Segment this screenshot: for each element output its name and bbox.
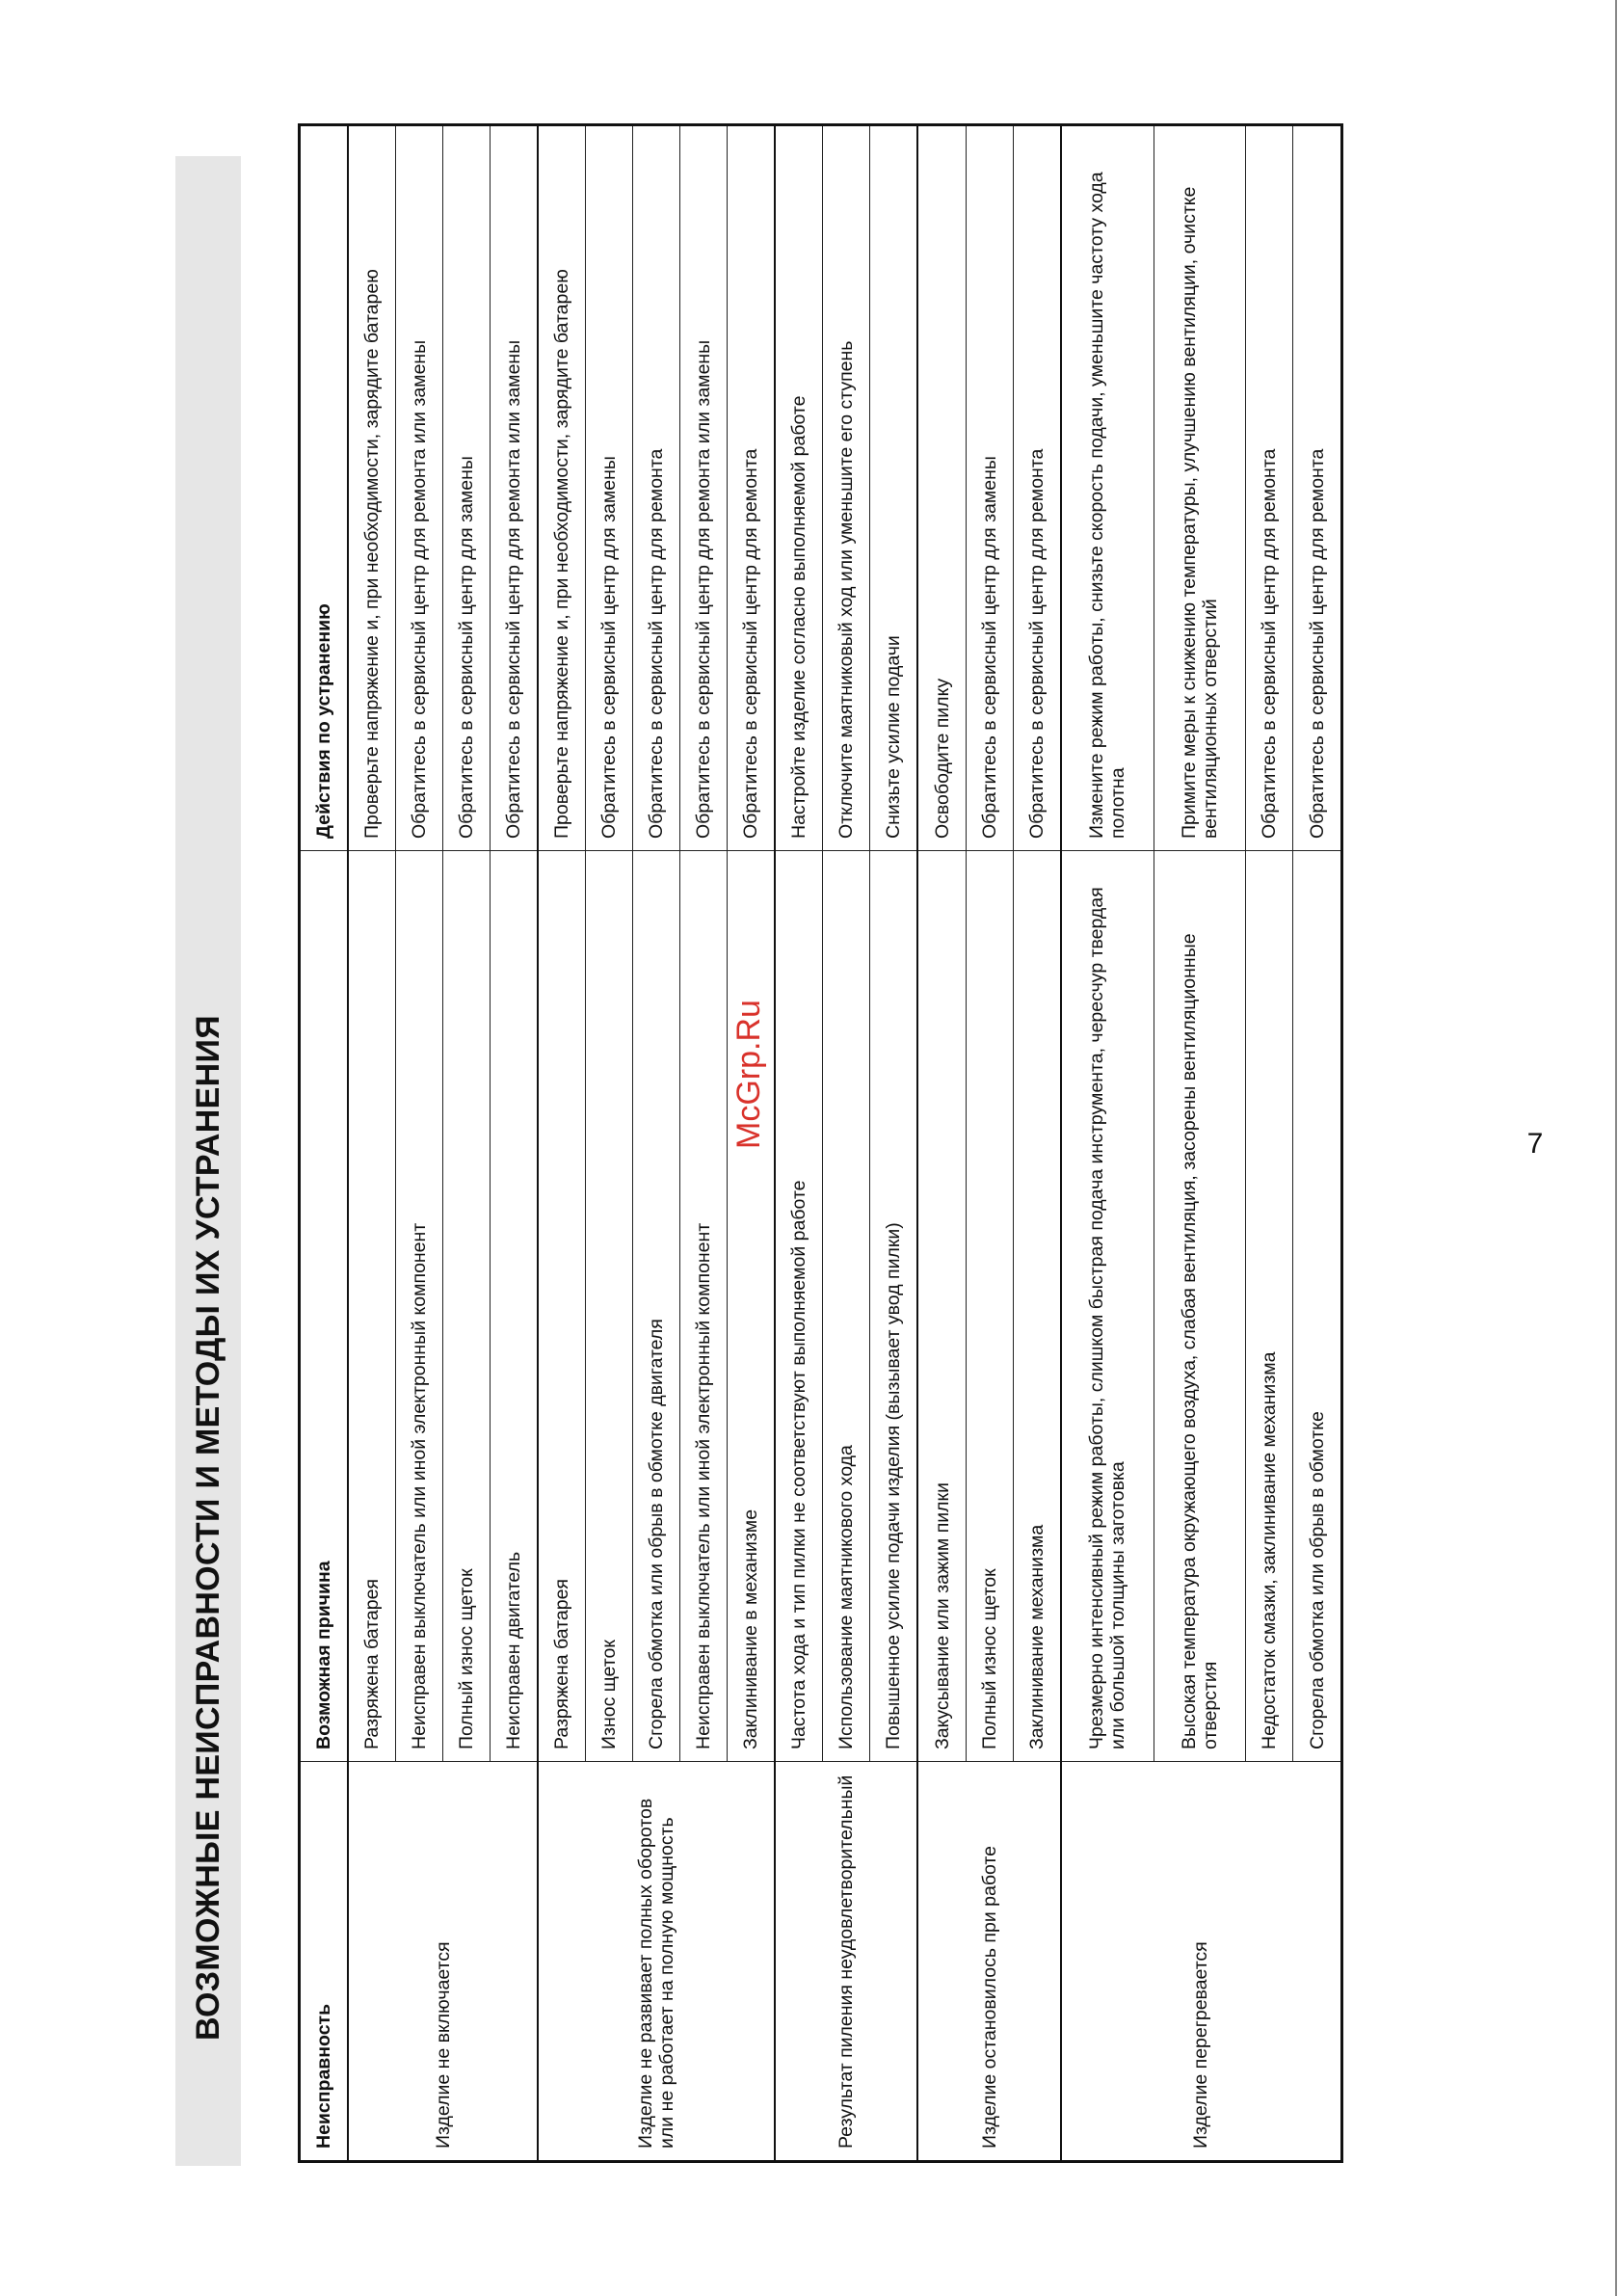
header-fault: Неисправность — [300, 1762, 349, 2162]
page-number-wrap — [1519, 1115, 1552, 1173]
cause-cell: Частота хода и тип пилки не соответствуют выполняемой работе — [775, 851, 823, 1762]
action-cell: Обратитесь в сервисный центр для ремонта или замены — [680, 125, 728, 851]
action-cell: Обратитесь в сервисный центр для замены — [586, 125, 633, 851]
cause-cell: Заклинивание механизма — [1013, 851, 1061, 1762]
action-cell: Отключите маятниковый ход или уменьшите его ступень — [823, 125, 870, 851]
action-cell: Обратитесь в сервисный центр для замены — [443, 125, 491, 851]
action-cell: Обратитесь в сервисный центр для ремонта — [1246, 125, 1293, 851]
cause-cell: Заклинивание в механизме — [727, 851, 775, 1762]
header-action: Действия по устранению — [300, 125, 349, 851]
table-row — [917, 125, 966, 2162]
title-band — [175, 156, 241, 2166]
cause-cell: Износ щеток — [586, 851, 633, 1762]
header-cause: Возможная причина — [300, 851, 349, 1762]
cause-cell: Чрезмерно интенсивный режим работы, слишком быстрая подача инструмента, чересчур твердая или большой толщины заготовка — [1061, 851, 1154, 1762]
cause-cell: Полный износ щеток — [966, 851, 1013, 1762]
table-header-row — [300, 125, 349, 2162]
fault-cell: Изделие остановилось при работе — [917, 1762, 1060, 2162]
action-cell: Обратитесь в сервисный центр для ремонта — [1013, 125, 1061, 851]
action-cell: Примите меры к снижению температуры, улучшению вентиляции, очистке вентиляционных отверстий — [1154, 125, 1245, 851]
action-cell: Обратитесь в сервисный центр для ремонта или замены — [490, 125, 538, 851]
action-cell: Настройте изделие согласно выполняемой работе — [775, 125, 823, 851]
page-number: 7 — [1526, 1128, 1544, 1160]
cause-cell: Неисправен выключатель или иной электронный компонент — [680, 851, 728, 1762]
cause-cell: Неисправен двигатель — [490, 851, 538, 1762]
table-row — [538, 125, 586, 2162]
cause-cell: Разряжена батарея — [348, 851, 396, 1762]
cause-cell: Недостаток смазки, заклинивание механизма — [1246, 851, 1293, 1762]
cause-cell: Разряжена батарея — [538, 851, 586, 1762]
action-cell: Обратитесь в сервисный центр для замены — [966, 125, 1013, 851]
action-cell: Снизьте усилие подачи — [870, 125, 918, 851]
fault-cell: Изделие перегревается — [1061, 1762, 1342, 2162]
fault-cell: Результат пиления неудовлетворительный — [775, 1762, 917, 2162]
cause-cell: Высокая температура окружающего воздуха, слабая вентиляция, засорены вентиляционные отверстия — [1154, 851, 1245, 1762]
page-edge-rule — [1615, 0, 1617, 2296]
watermark-text: McGrp.Ru — [730, 1000, 767, 1149]
cause-cell: Закусывание или зажим пилки — [917, 851, 966, 1762]
action-cell: Обратитесь в сервисный центр для ремонта — [1293, 125, 1342, 851]
action-cell: Обратитесь в сервисный центр для ремонта — [633, 125, 680, 851]
cause-cell: Полный износ щеток — [443, 851, 491, 1762]
cause-cell: Использование маятникового хода — [823, 851, 870, 1762]
cause-cell: Повышенное усилие подачи изделия (вызывает увод пилки) — [870, 851, 918, 1762]
cause-cell: Сгорела обмотка или обрыв в обмотке двигателя — [633, 851, 680, 1762]
action-cell: Обратитесь в сервисный центр для ремонта или замены — [396, 125, 443, 851]
action-cell: Освободите пилку — [917, 125, 966, 851]
action-cell: Проверьте напряжение и, при необходимости, зарядите батарею — [348, 125, 396, 851]
action-cell: Проверьте напряжение и, при необходимости, зарядите батарею — [538, 125, 586, 851]
action-cell: Измените режим работы, снизьте скорость подачи, уменьшите частоту хода полотна — [1061, 125, 1154, 851]
table-row — [348, 125, 396, 2162]
table-row — [1061, 125, 1154, 2162]
cause-cell: Неисправен выключатель или иной электронный компонент — [396, 851, 443, 1762]
action-cell: Обратитесь в сервисный центр для ремонта — [727, 125, 775, 851]
table-row — [775, 125, 823, 2162]
troubleshooting-table — [298, 123, 1343, 2163]
fault-cell: Изделие не развивает полных оборотов или не работает на полную мощность — [538, 1762, 775, 2162]
fault-cell: Изделие не включается — [348, 1762, 538, 2162]
page-title: ВОЗМОЖНЫЕ НЕИСПРАВНОСТИ И МЕТОДЫ ИХ УСТРАНЕНИЯ — [190, 1015, 226, 2041]
cause-cell: Сгорела обмотка или обрыв в обмотке — [1293, 851, 1342, 1762]
